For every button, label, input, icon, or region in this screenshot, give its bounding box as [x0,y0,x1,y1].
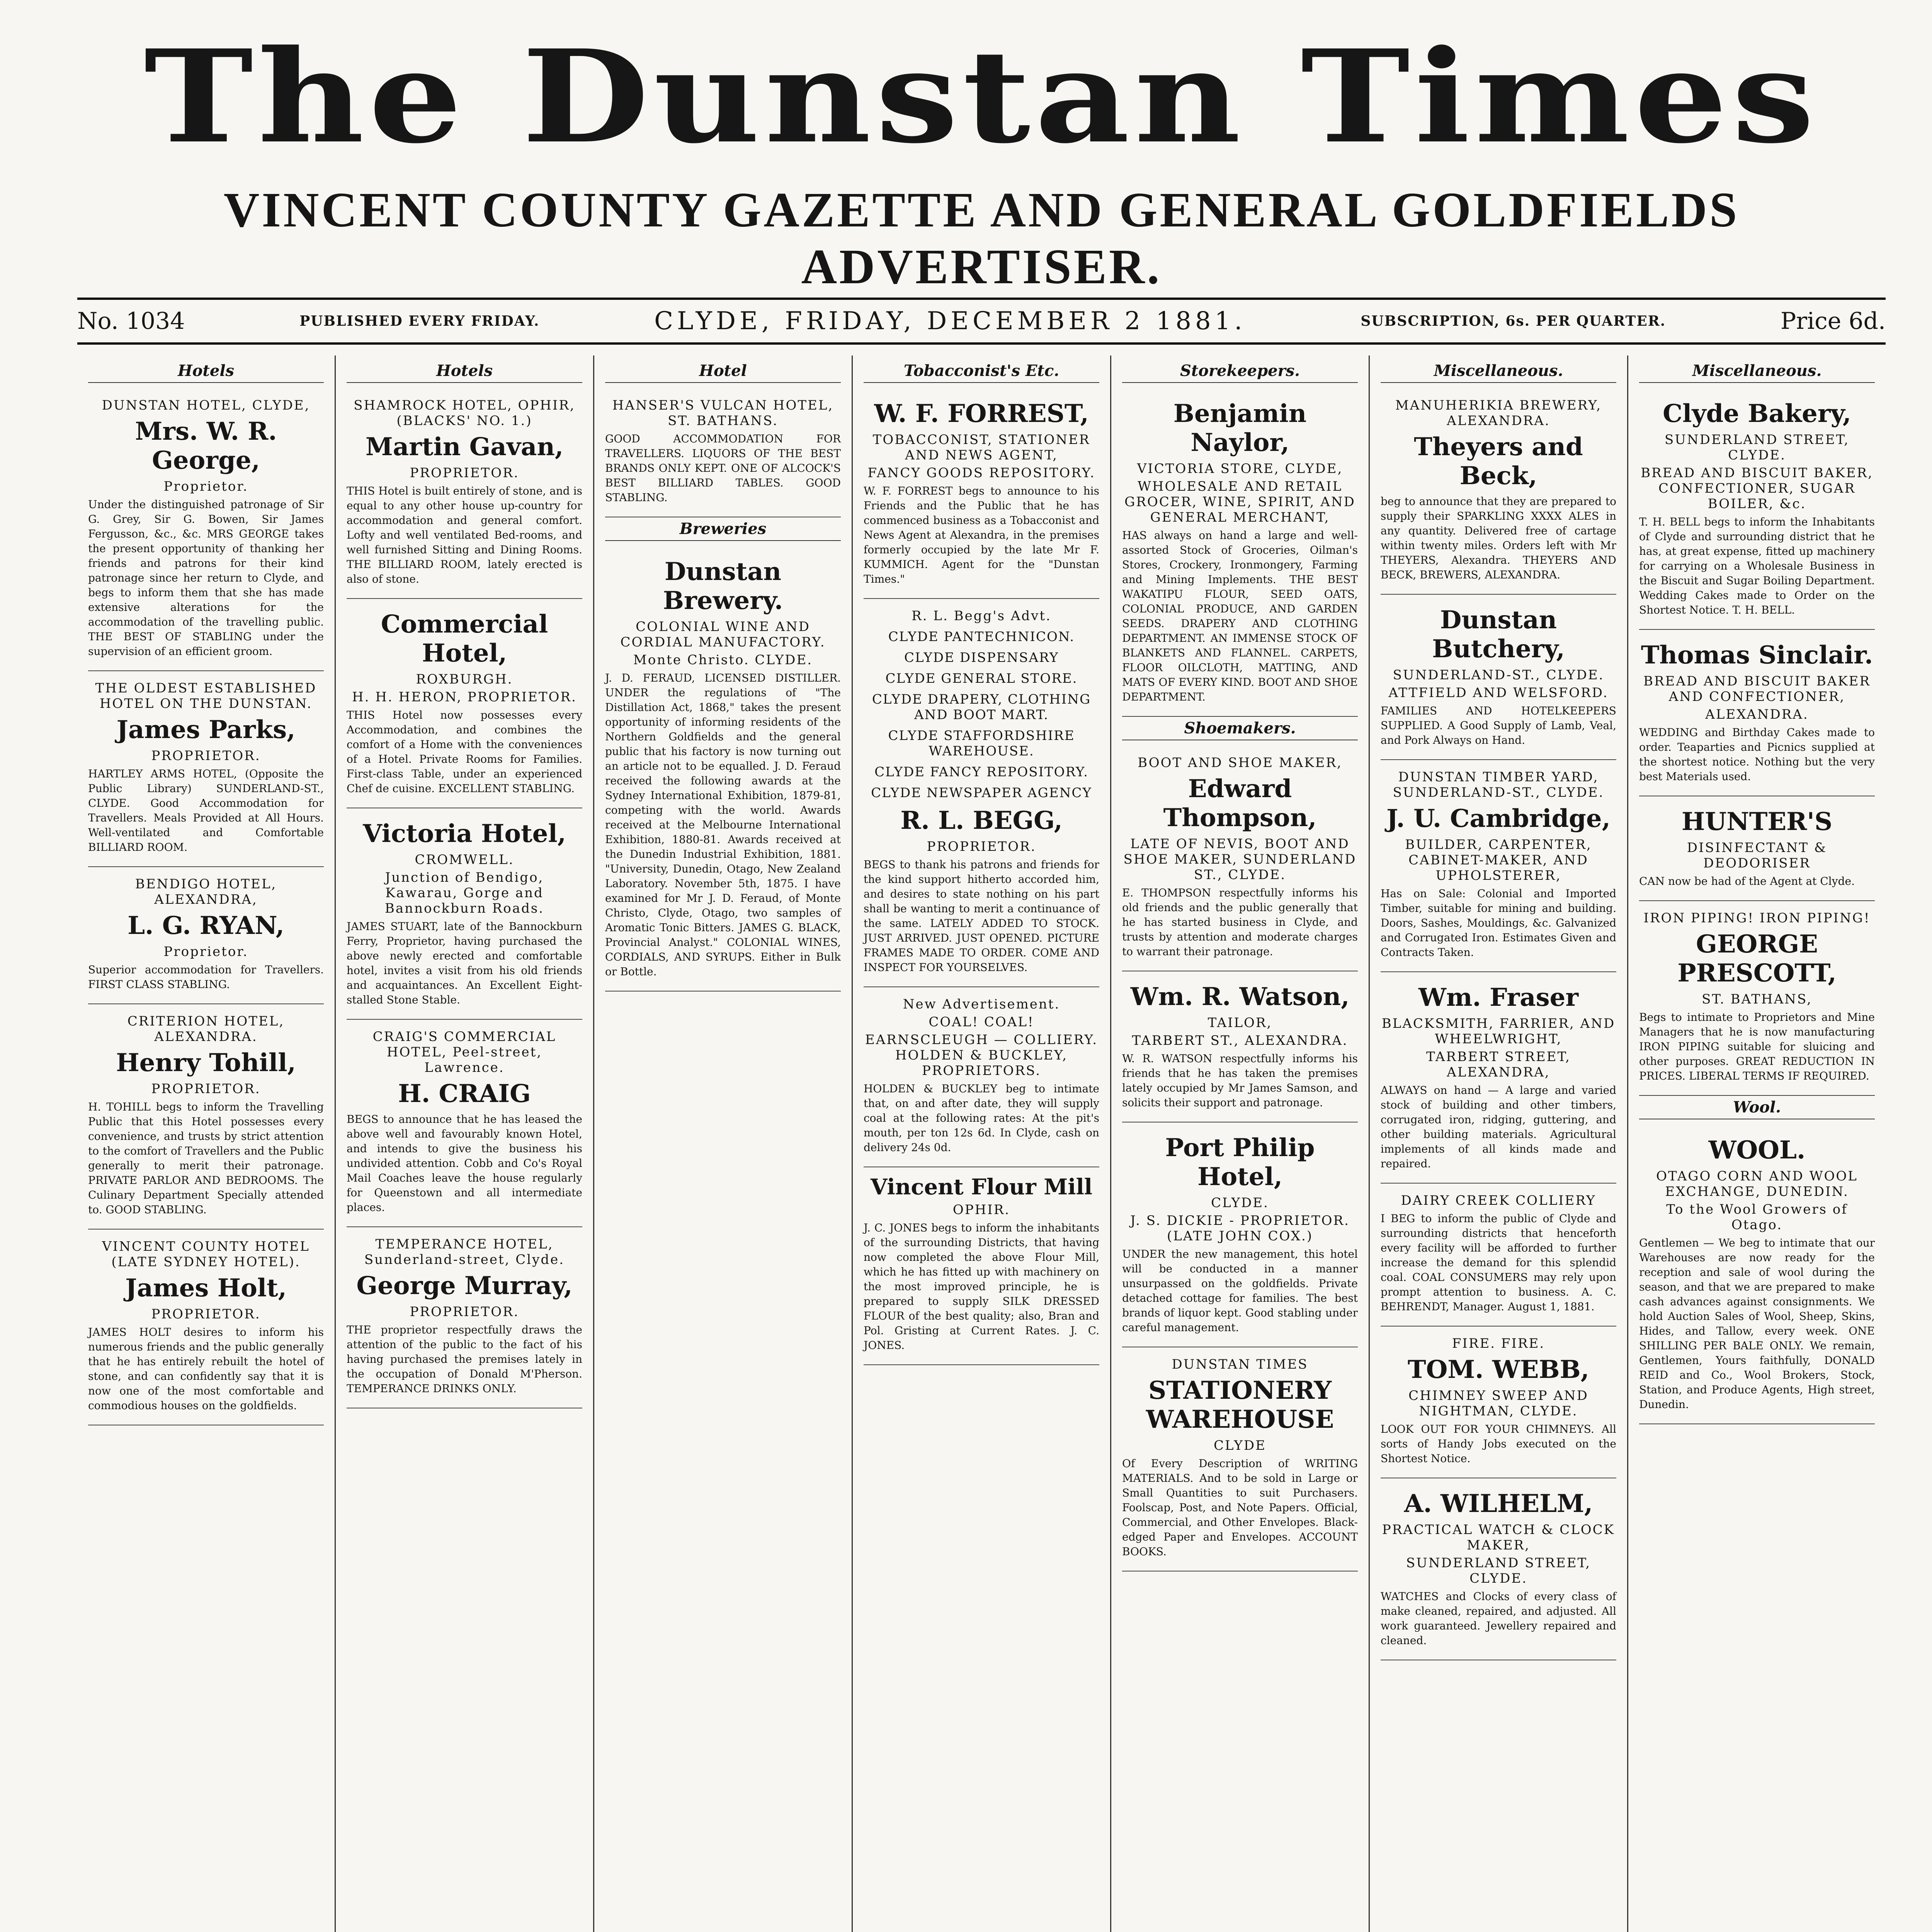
section-heading: Breweries [605,520,841,541]
ad-body: W. R. WATSON respectfully informs his friends that he has taken the premises lately occupied by Mr James Samson, and solicits their support and patronage. [1122,1052,1358,1109]
ad-heading: Port Philip Hotel, [1165,1133,1315,1191]
ad-sub: TARBERT ST., ALEXANDRA. [1132,1033,1348,1048]
advertisement [88,671,324,867]
advertisement [347,1227,582,1408]
ad-body: THIS Hotel is built entirely of stone, and is equal to any other house up-country for accommodation and general comfort. Lofty and well ventilated Bed-rooms, and well furnished Sitting and Dining Rooms. THE BILLIARD ROOM, lately erected is also of stone. [347,485,582,585]
ad-sub: PROPRIETOR. [151,1081,261,1097]
ad-body: JAMES STUART, late of the Bannockburn Ferry, Proprietor, having purchased the above newly erected and comfortable hotel, invites a visit from his old friends and acquaintances. An Excellent Eight-stalled Stone Stable. [347,920,582,1006]
list-item: CLYDE STAFFORDSHIRE WAREHOUSE. [888,728,1075,759]
ad-name: COAL! COAL! [929,1014,1034,1030]
ad-body: WATCHES and Clocks of every class of make cleaned, repaired, and adjusted. All work guaranteed. Jewellery repaired and cleaned. [1381,1590,1616,1647]
ad-heading: HUNTER'S [1681,807,1833,836]
ad-heading: CRAIG'S COMMERCIAL HOTEL, Peel-street, Lawrence. [372,1029,556,1075]
ad-sub: PROPRIETOR. [927,839,1036,854]
advertisement [1381,388,1616,595]
price: Price 6d. [1780,308,1886,335]
list-item: CLYDE GENERAL STORE. [885,671,1078,686]
ad-name: OPHIR. [952,1202,1010,1218]
ad-heading: W. F. FORREST, [874,399,1089,428]
masthead [58,15,1905,294]
column-4 [853,355,1111,1932]
advertisement [88,1230,324,1425]
section-heading: Miscellaneous. [1639,362,1875,383]
advertisement [605,388,841,517]
ad-body: CAN now be had of the Agent at Clyde. [1639,875,1855,888]
advertisement [1381,1327,1616,1478]
section-heading: Miscellaneous. [1381,362,1616,383]
ad-sub: PROPRIETOR. [410,1304,519,1320]
advertisement [347,599,582,808]
ad-body: Begs to intimate to Proprietors and Mine Managers that he is now manufacturing IRON PIPING suitable for sluicing and other purposes. GREAT REDUCTION IN PRICES. LIBERAL TERMS IF REQUIRED. [1639,1011,1875,1082]
ad-heading: THE OLDEST ESTABLISHED HOTEL ON THE DUNSTAN. [95,680,317,711]
column-3 [594,355,853,1932]
ad-heading: New Advertisement. [903,997,1060,1012]
ad-name: OTAGO CORN AND WOOL EXCHANGE, DUNEDIN. [1656,1168,1858,1199]
ad-heading: HANSER'S VULCAN HOTEL, ST. BATHANS. [612,398,834,429]
advertisement [1122,971,1358,1122]
ad-sub: SUNDERLAND STREET, CLYDE. [1406,1555,1591,1586]
ad-name: BREAD AND BISCUIT BAKER AND CONFECTIONER, [1643,673,1871,704]
ad-heading: VINCENT COUNTY HOTEL (LATE SYDNEY HOTEL). [102,1239,310,1270]
advertisement [1381,760,1616,972]
section-heading: Wool. [1639,1098,1875,1119]
ad-heading: Vincent Flour Mill [870,1174,1093,1200]
advertisement [88,867,324,1004]
ad-name: Edward Thompson, [1163,774,1317,832]
ad-sub: LATE OF NEVIS, BOOT AND SHOE MAKER, SUNDERLAND ST., CLYDE. [1123,836,1357,883]
ad-sub: BREAD AND BISCUIT BAKER, CONFECTIONER, SUGAR BOILER, &c. [1641,465,1873,512]
ad-sub: TARBERT STREET, ALEXANDRA, [1426,1049,1571,1080]
ad-heading: CRITERION HOTEL, ALEXANDRA. [127,1014,285,1044]
ad-name: J. U. Cambridge, [1386,804,1611,833]
advertisement [1639,630,1875,796]
ad-heading: FIRE. FIRE. [1452,1336,1545,1351]
ad-sub: CHIMNEY SWEEP AND NIGHTMAN, CLYDE. [1408,1388,1588,1419]
ad-body: LOOK OUT FOR YOUR CHIMNEYS. All sorts of Handy Jobs executed on the Shortest Notice. [1381,1423,1616,1465]
advertisement [1381,595,1616,760]
ad-body: H. TOHILL begs to inform the Travelling Public that this Hotel possesses every convenience, and trusts by strict attention to the comfort of Travellers and the Public generally to merit their patronage. PRIVATE PARLOR AND BEDROOMS. The Culinary Department Specially attended to. GOOD STABLING. [88,1100,324,1216]
subscription-rate: SUBSCRIPTION, 6s. PER QUARTER. [1361,313,1666,329]
ad-name: L. G. RYAN, [128,911,284,940]
advertisement [347,388,582,599]
ad-body: GOOD ACCOMMODATION FOR TRAVELLERS. LIQUORS OF THE BEST BRANDS ONLY KEPT. ONE OF ALCOCK'S BEST BILLIARD TABLES. GOOD STABLING. [605,432,841,504]
ad-body: Has on Sale: Colonial and Imported Timber, suitable for mining and building. Doors, Sashes, Mouldings, &c. Galvanized and Corrugated Iron. Estimates Given and Contracts Taken. [1381,887,1616,959]
column-6 [1370,355,1628,1932]
ad-heading: Wm. Fraser [1418,983,1579,1012]
advertisement [864,599,1099,987]
ad-sub: H. H. HERON, PROPRIETOR. [352,689,577,705]
ad-name: ROXBURGH. [416,672,513,687]
ad-heading: Dunstan Butchery, [1432,605,1565,663]
ad-heading: BENDIGO HOTEL, ALEXANDRA, [135,876,277,907]
ad-heading: Benjamin Naylor, [1173,399,1307,457]
ad-sub: Monte Christo. CLYDE. [633,652,813,668]
ad-heading: Dunstan Brewery. [663,557,783,615]
newspaper-title: The Dunstan Times [144,22,1819,172]
ad-name: George Murray, [356,1271,573,1300]
ad-sub: BUILDER, CARPENTER, CABINET-MAKER, AND UPHOLSTERER, [1405,837,1592,883]
ad-body: BEGS to announce that he has leased the above well and favourably known Hotel, and intends to give the business his undivided attention. Cobb and Co's Royal Mail Coaches leave the house regularly for Queenstown and all intermediate places. [347,1113,582,1214]
ad-heading: IRON PIPING! IRON PIPING! [1643,910,1871,926]
ad-body: HOLDEN & BUCKLEY beg to intimate that, on and after date, they will supply coal at the following rates: At the pit's mouth, per ton 12s 6d. In Clyde, cash on delivery 24s 0d. [864,1082,1099,1154]
ad-name: R. L. BEGG, [900,806,1063,835]
column-7 [1628,355,1886,1932]
ad-sub: ST. BATHANS, [1702,992,1812,1007]
list-item: CLYDE DRAPERY, CLOTHING AND BOOT MART. [872,692,1091,723]
ad-sub: J. S. DICKIE - PROPRIETOR. (LATE JOHN COX.) [1130,1213,1350,1244]
ad-body: Of Every Description of WRITING MATERIALS. And to be sold in Large or Small Quantities to suit Purchasers. Foolscap, Post, and Note Papers. Official, Commercial, and Other Envelopes. Black-edged Paper and Envelopes. ACCOUNT BOOKS. [1122,1457,1358,1558]
ad-heading: MANUHERIKIA BREWERY, ALEXANDRA. [1395,398,1602,429]
ad-body: J. D. FERAUD, LICENSED DISTILLER. UNDER the regulations of "The Distillation Act, 1868," takes the present opportunity of informing residents of the Northern Goldfields and the general public that his factory is now turning out an article not to be equalled. J. D. Feraud received the following awards at the Sydney International Exhibition, 1879-81, competing with the world. Awards received at the Melbourne International Exhibition, 1880-81. Awards received at the Dunedin Industrial Exhibition, 1881. "University, Dunedin, Otago, New Zealand Laboratory. November 5th, 1875. I have examined for Mr J. D. Feraud, of Monte Christo, Clyde, Otago, two samples of Aromatic Tonic Bitters. JAMES G. BLACK, Provincial Analyst." COLONIAL WINES, CORDIALS, AND SYRUPS. Either in Bulk or Bottle. [605,672,841,978]
ad-sub: EARNSCLEUGH — COLLIERY. HOLDEN & BUCKLEY, PROPRIETORS. [865,1032,1098,1078]
ad-body: ALWAYS on hand — A large and varied stock of building and other timbers, corrugated iron, ridging, guttering, and other building materials. Agricultural implements of all kinds made and repaired. [1381,1084,1616,1170]
ad-sub: Proprietor. [163,944,248,959]
advertisement [1122,1122,1358,1347]
section-heading: Shoemakers. [1122,719,1358,740]
advertisement [347,808,582,1020]
ad-name: TOM. WEBB, [1408,1355,1589,1384]
ad-name: CROMWELL. [415,852,514,867]
advertisement [88,388,324,671]
section-heading: Hotels [347,362,582,383]
advertisement [1639,796,1875,901]
issue-number: No. 1034 [77,308,185,335]
ad-body: Under the distinguished patronage of Sir G. Grey, Sir G. Bowen, Sir James Fergusson, &c., &c. MRS GEORGE takes the present opportunity of thanking her friends and patrons for their kind patronage since her return to Clyde, and begs to inform them that she has made extensive alterations for the accommodation of the travelling public. THE BEST OF STABLING under the supervision of an efficient groom. [88,498,324,658]
section-heading: Tobacconist's Etc. [864,362,1099,383]
advertisement [347,1020,582,1227]
ad-heading: TEMPERANCE HOTEL, Sunderland-street, Clyde. [364,1236,565,1267]
ad-sub: To the Wool Growers of Otago. [1666,1202,1848,1233]
advertisement [605,546,841,992]
advertisement [1122,388,1358,717]
section-heading: Storekeepers. [1122,362,1358,383]
ad-sub: CLYDE [1214,1438,1266,1453]
ad-heading: Commercial Hotel, [381,610,548,668]
ad-body: J. C. JONES begs to inform the inhabitants of the surrounding Districts, that having now completed the above Flour Mill, which he has fitted up with machinery on the most improved principle, he is prepared to supply SILK DRESSED FLOUR of the best quality; also, Bran and Pol. Gristing at Current Rates. J. C. JONES. [864,1221,1099,1352]
ad-heading: DUNSTAN TIMES [1172,1357,1308,1372]
ad-body: WEDDING and Birthday Cakes made to order. Teaparties and Picnics supplied at the shortest notice. Nothing but the very best Materials used. [1639,726,1875,783]
ad-sub: ATTFIELD AND WELSFORD. [1388,685,1609,701]
advertisement [864,1167,1099,1365]
list-item: CLYDE NEWSPAPER AGENCY [871,785,1092,801]
section-heading: Hotel [605,362,841,383]
ad-heading: Wm. R. Watson, [1130,982,1350,1011]
ad-body: Superior accommodation for Travellers. FIRST CLASS STABLING. [88,963,324,991]
list-item: CLYDE DISPENSARY [904,650,1059,665]
ad-name: TOBACCONIST, STATIONER AND NEWS AGENT, [872,432,1090,463]
advertisement [88,1004,324,1230]
ad-name: GEORGE PRESCOTT, [1677,930,1837,988]
ad-heading: DAIRY CREEK COLLIERY [1401,1193,1596,1208]
ad-sub: PROPRIETOR. [151,1306,261,1322]
list-item: CLYDE PANTECHNICON. [888,629,1075,645]
advertisement [1122,1347,1358,1571]
ad-name: BLACKSMITH, FARRIER, AND WHEELWRIGHT, [1381,1016,1616,1047]
ad-body: UNDER the new management, this hotel will be conducted in a manner unsurpassed on the goldfields. Private detached cottage for families. The best brands of liquor kept. Good stabling under careful management. [1122,1248,1358,1334]
ad-name: VICTORIA STORE, CLYDE, [1137,461,1343,476]
advertisement [1381,972,1616,1184]
ad-body: W. F. FORREST begs to announce to his Friends and the Public that he has commenced business as a Tobacconist and News Agent at Alexandra, in the premises formerly occupied by the late Mr F. KUMMICH. Agent for the "Dunstan Times." [864,485,1099,585]
ad-sub: PROPRIETOR. [410,465,519,481]
list-item: CLYDE FANCY REPOSITORY. [874,764,1088,780]
ad-name: COLONIAL WINE AND CORDIAL MANUFACTORY. [620,619,826,650]
advertisement [1381,1184,1616,1327]
ad-name: Martin Gavan, [365,432,564,461]
ad-sub: Junction of Bendigo, Kawarau, Gorge and Bannockburn Roads. [384,870,544,916]
ad-body: JAMES HOLT desires to inform his numerous friends and the public generally that he has entirely rebuilt the hotel of stone, and can confidently say that it is now one of the most comfortable and commodious houses on the goldfields. [88,1326,324,1412]
ad-heading: BOOT AND SHOE MAKER, [1138,755,1342,770]
ad-heading: Thomas Sinclair. [1641,641,1873,670]
ad-body: THIS Hotel now possesses every Accommodation, and combines the comfort of a Home with the conveniences of a Hotel. Private Rooms for Families. First-class Table, under an experienced Chef de cuisine. EXCELLENT STABLING. [347,709,582,795]
place-date: CLYDE, FRIDAY, DECEMBER 2 1881. [654,307,1246,335]
ad-body: Gentlemen — We beg to intimate that our Warehouses are now ready for the reception and sale of wool during the season, and that we are prepared to make cash advances against consignments. We hold Auction Sales of Wool, Sheep, Skins, Hides, and Tallow, every week. ONE SHILLING PER BALE ONLY. We remain, Gentlemen, Yours faithfully, DONALD REID and Co., Wool Brokers, Stock, Station, and Produce Agents, High street, Dunedin. [1639,1236,1875,1411]
ad-sub: WHOLESALE AND RETAIL GROCER, WINE, SPIRIT, AND GENERAL MERCHANT, [1124,479,1355,525]
ad-sub: PROPRIETOR. [151,748,261,764]
ad-name: CLYDE. [1211,1195,1269,1211]
ad-name: DISINFECTANT & DEODORISER [1687,840,1827,871]
advertisement [1639,1125,1875,1424]
ad-heading: Clyde Bakery, [1663,399,1851,428]
ad-name: SUNDERLAND STREET, CLYDE. [1664,432,1850,463]
advertisement [1639,901,1875,1096]
advertisement [1381,1478,1616,1660]
column-1 [77,355,336,1932]
ad-name: PRACTICAL WATCH & CLOCK MAKER, [1382,1522,1615,1553]
advertisement [864,987,1099,1167]
ad-sub: FANCY GOODS REPOSITORY. [867,465,1095,481]
advertisement [864,388,1099,599]
ad-name: Henry Tohill, [116,1048,296,1077]
ad-heading: DUNSTAN TIMBER YARD, SUNDERLAND-ST., CLYDE. [1393,769,1604,800]
ad-body: E. THOMPSON respectfully informs his old friends and the public generally that he has started business in Clyde, and trusts by attention and moderate charges to warrant their patronage. [1122,886,1358,958]
ad-heading: DUNSTAN HOTEL, CLYDE, [102,398,310,413]
publication-frequency: PUBLISHED EVERY FRIDAY. [299,313,540,329]
section-heading: Hotels [88,362,324,383]
ad-body: HAS always on hand a large and well-assorted Stock of Groceries, Oilman's Stores, Crockery, Ironmongery, Farming and Mining Implements. THE BEST WAKATIPU FLOUR, SEED OATS, COLONIAL PRODUCE, AND GARDEN SEEDS. DRAPERY AND CLOTHING DEPARTMENT. AN IMMENSE STOCK OF BLANKETS AND FLANNEL. CARPETS, FLOOR OILCLOTH, MATTING, AND MATS OF EVERY KIND. BOOT AND SHOE DEPARTMENT. [1122,529,1358,703]
column-5 [1111,355,1370,1932]
ad-heading: R. L. Begg's Advt. [912,608,1051,624]
ad-name: James Parks, [116,715,296,744]
ad-sub: ALEXANDRA. [1705,707,1809,722]
ad-heading: SHAMROCK HOTEL, OPHIR, (BLACKS' NO. 1.) [354,398,575,429]
ad-sub: Proprietor. [163,479,248,494]
ad-body: FAMILIES AND HOTELKEEPERS SUPPLIED. A Good Supply of Lamb, Veal, and Pork Always on Hand. [1381,704,1616,747]
ad-name: TAILOR, [1208,1015,1272,1031]
ad-heading: WOOL. [1708,1136,1806,1165]
ad-body: beg to announce that they are prepared to supply their SPARKLING XXXX ALES in any quantity. Delivered free of cartage within twenty miles. Orders left with Mr THEYERS, Alexandra. THEYERS AND BECK, BREWERS, ALEXANDRA. [1381,495,1616,581]
dateline [77,298,1886,345]
ad-body: T. H. BELL begs to inform the Inhabitants of Clyde and surrounding district that he has, at great expense, fitted up machinery for carrying on a Wholesale Business in the Biscuit and Sugar Boiling Department. Wedding Cakes made to Order on the Shortest Notice. T. H. BELL. [1639,515,1875,616]
ad-body: HARTLEY ARMS HOTEL, (Opposite the Public Library) SUNDERLAND-ST., CLYDE. Good Accommodation for Travellers. Meals Provided at All Hours. Well-ventilated and Comfortable BILLIARD ROOM. [88,767,324,854]
ad-name: STATIONERY WAREHOUSE [1146,1376,1334,1434]
advertisement [1639,388,1875,630]
ad-name: James Holt, [125,1274,287,1303]
ad-name: Mrs. W. R. George, [135,417,277,475]
advertisement [1122,746,1358,971]
ad-name: SUNDERLAND-ST., CLYDE. [1393,667,1604,683]
ad-heading: Victoria Hotel, [363,819,566,848]
ad-name: H. CRAIG [398,1079,531,1108]
newspaper-subtitle: VINCENT COUNTY GAZETTE AND GENERAL GOLDFIELDS ADVERTISER. [223,182,1740,294]
ad-body: THE proprietor respectfully draws the attention of the public to the fact of his having purchased the premises lately in the occupation of Donald M'Pherson. TEMPERANCE DRINKS ONLY. [347,1323,582,1395]
ad-body: BEGS to thank his patrons and friends for the kind support hitherto accorded him, and desires to state nothing on his part shall be wanting to merit a continuance of the same. LATELY ADDED TO STOCK. JUST ARRIVED. JUST OPENED. PICTURE FRAMES MADE TO ORDER. COME AND INSPECT FOR YOURSELVES. [864,858,1099,974]
ad-name: Theyers and Beck, [1414,432,1583,490]
columns [77,355,1886,1932]
ad-body: I BEG to inform the public of Clyde and surrounding districts that henceforth every facility will be afforded to further increase the demand for this splendid coal. COAL CONSUMERS may rely upon prompt attention to business. A. C. BEHRENDT, Manager. August 1, 1881. [1381,1212,1616,1313]
ad-heading: A. WILHELM, [1404,1489,1593,1518]
column-2 [336,355,594,1932]
